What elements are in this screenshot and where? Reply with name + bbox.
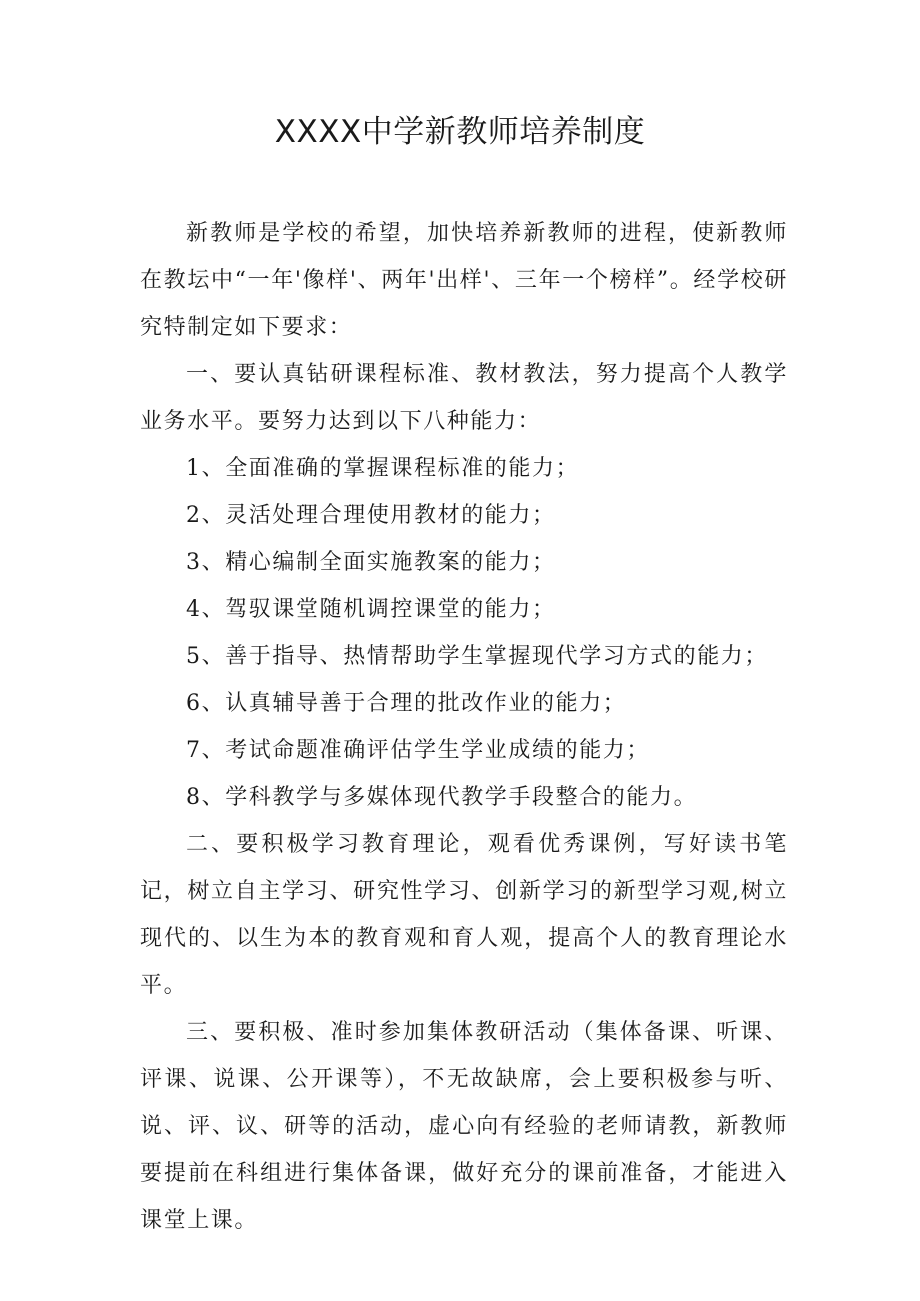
document-body <box>140 210 788 1244</box>
list-item: 6、认真辅导善于合理的批改作业的能力； <box>186 691 627 716</box>
list-item: 3、精心编制全面实施教案的能力； <box>186 550 556 575</box>
list-item: 1、全面准确的掌握课程标准的能力； <box>186 456 580 481</box>
section-1-heading: 一、要认真钻研课程标准、教材教法，努力提高个人教学业务水平。要努力达到以下八种能力： <box>140 362 788 434</box>
document-title: XXXX中学新教师培养制度 <box>274 114 646 150</box>
list-item: 7、考试命题准确评估学生学业成绩的能力； <box>186 738 650 763</box>
list-item: 2、灵活处理合理使用教材的能力； <box>186 503 556 528</box>
list-item: 5、善于指导、热情帮助学生掌握现代学习方式的能力； <box>186 644 768 669</box>
list-item: 8、学科教学与多媒体现代教学手段整合的能力。 <box>186 785 698 810</box>
section-2-paragraph: 二、要积极学习教育理论，观看优秀课例，写好读书笔记，树立自主学习、研究性学习、创新学习的新型学习观,树立现代的、以生为本的教育观和育人观，提高个人的教育理论水平。 <box>140 832 788 998</box>
intro-paragraph: 新教师是学校的希望，加快培养新教师的进程，使新教师在教坛中“一年'像样'、两年'出样'、三年一个榜样”。经学校研究特制定如下要求： <box>140 221 788 340</box>
section-3-paragraph: 三、要积极、准时参加集体教研活动（集体备课、听课、评课、说课、公开课等），不无故缺席，会上要积极参与听、说、评、议、研等的活动，虚心向有经验的老师请教，新教师要提前在科组进行集体备课，做好充分的课前准备，才能进入课堂上课。 <box>140 1020 788 1233</box>
list-item: 4、驾驭课堂随机调控课堂的能力； <box>186 597 556 622</box>
ability-list <box>140 445 788 821</box>
